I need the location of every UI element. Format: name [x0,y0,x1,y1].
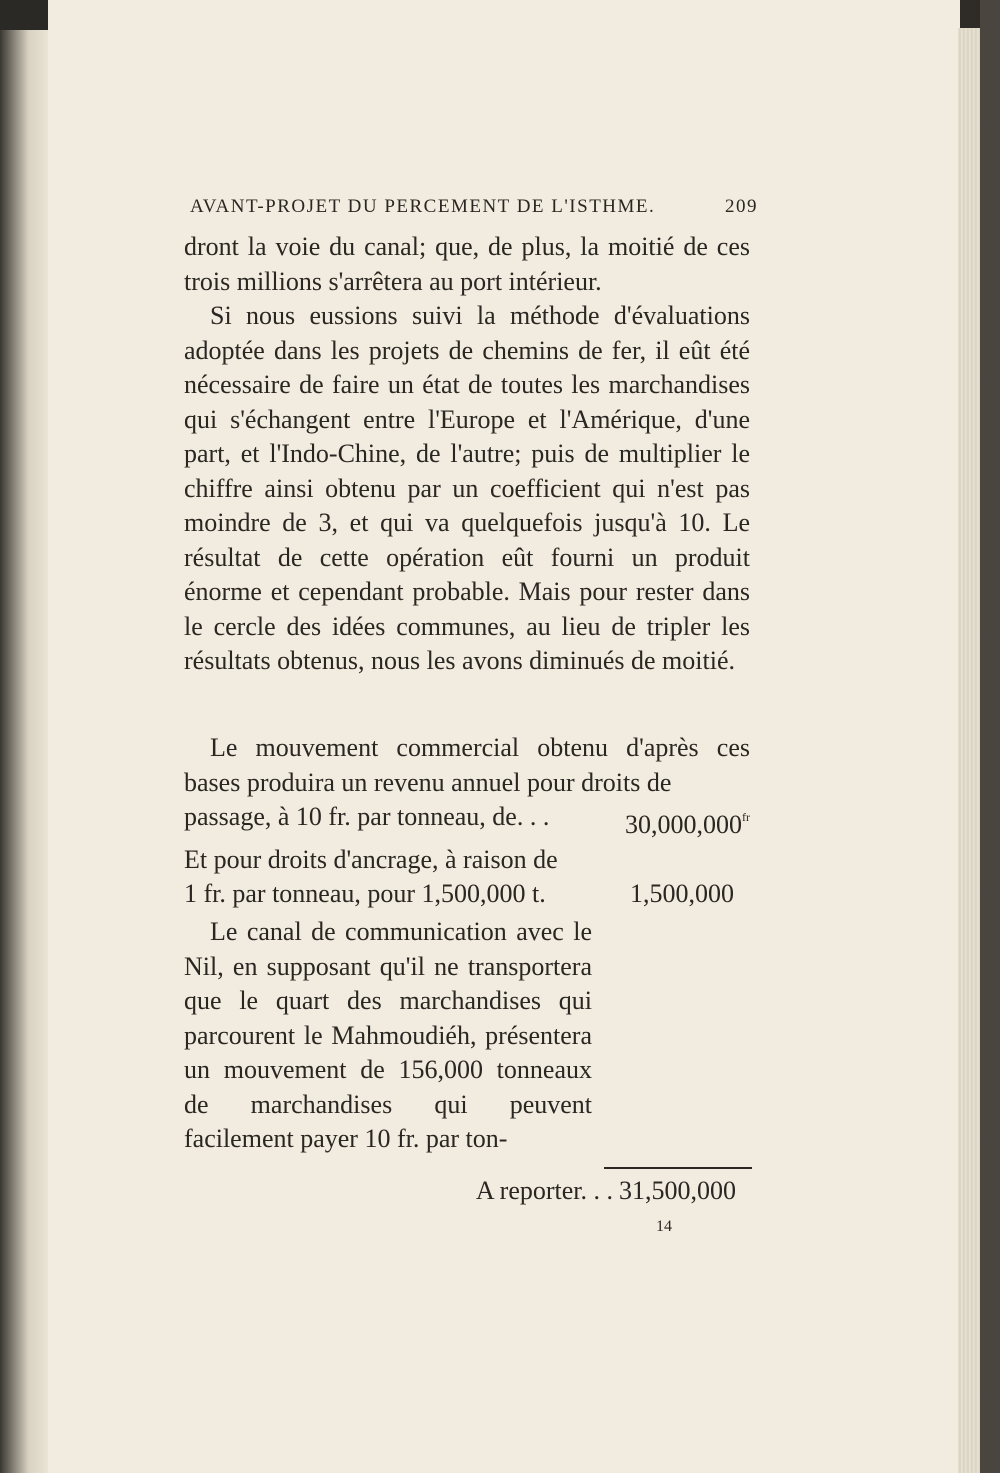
running-header [190,196,758,218]
revenue-intro: Le mouvement commercial obtenu d'après ces bases produira un revenu annuel pour droits de [184,733,750,797]
revenue-line-passage [184,800,750,843]
carry-forward-amount: 31,500,000 [619,1176,736,1205]
passage-text: passage, à 10 fr. par tonneau, de. . . [184,802,550,831]
canal-block [184,915,750,1157]
sum-rule [604,1167,752,1169]
carry-forward-label: A reporter. . . [475,1176,613,1205]
signature-mark: 14 [656,1218,672,1235]
paragraph-evaluations: Si nous eussions suivi la méthode d'évaluations adoptée dans les projets de chemins de fer, il eût été nécessaire de faire un état de toutes les marchandises qui s'échangent entre l'Europe et l'Amérique, d'une part, et l'Indo-Chine, de l'autre; puis de multiplier le chiffre ainsi obtenu par un coefficient qui n'est pas moindre de 3, et qui va quelquefois jusqu'à 10. Le résultat de cette opération eût fourni un produit énorme et cependant probable. Mais pour rester dans le cercle des idées communes, au lieu de tripler les résultats obtenus, nous les avons diminués de moitié. [184,301,750,675]
book-cover-right [980,0,1000,1473]
revenue-line-ancrage [184,877,750,912]
body-text [184,230,750,679]
revenue-line-ancrage-a: Et pour droits d'ancrage, à raison de [184,844,558,874]
passage-amount-wrap [625,800,750,843]
page-edges [958,28,980,1473]
header-title: AVANT-PROJET DU PERCEMENT DE L'ISTHME. [190,196,656,217]
passage-amount: 30,000,000 [625,810,742,839]
ancrage-amount: 1,500,000 [630,879,734,908]
canal-paragraph: Le canal de communication avec le Nil, en supposant qu'il ne transportera que le quart des marchandises qui parcourent le Mahmoudiéh, présentera un mouvement de 156,000 tonneaux de marchandises qui peuvent facilement payer 10 fr. par ton- [184,917,592,1153]
revenue-block [184,731,750,912]
book-spine [0,0,52,1473]
carry-forward-line [184,1176,736,1206]
currency-unit: fr [742,810,750,824]
ancrage-text: 1 fr. par tonneau, pour 1,500,000 t. [184,879,546,908]
page-number: 209 [725,196,758,217]
paragraph-continuation: dront la voie du canal; que, de plus, la moitié de ces trois millions s'arrêtera au port intérieur. [184,232,750,296]
